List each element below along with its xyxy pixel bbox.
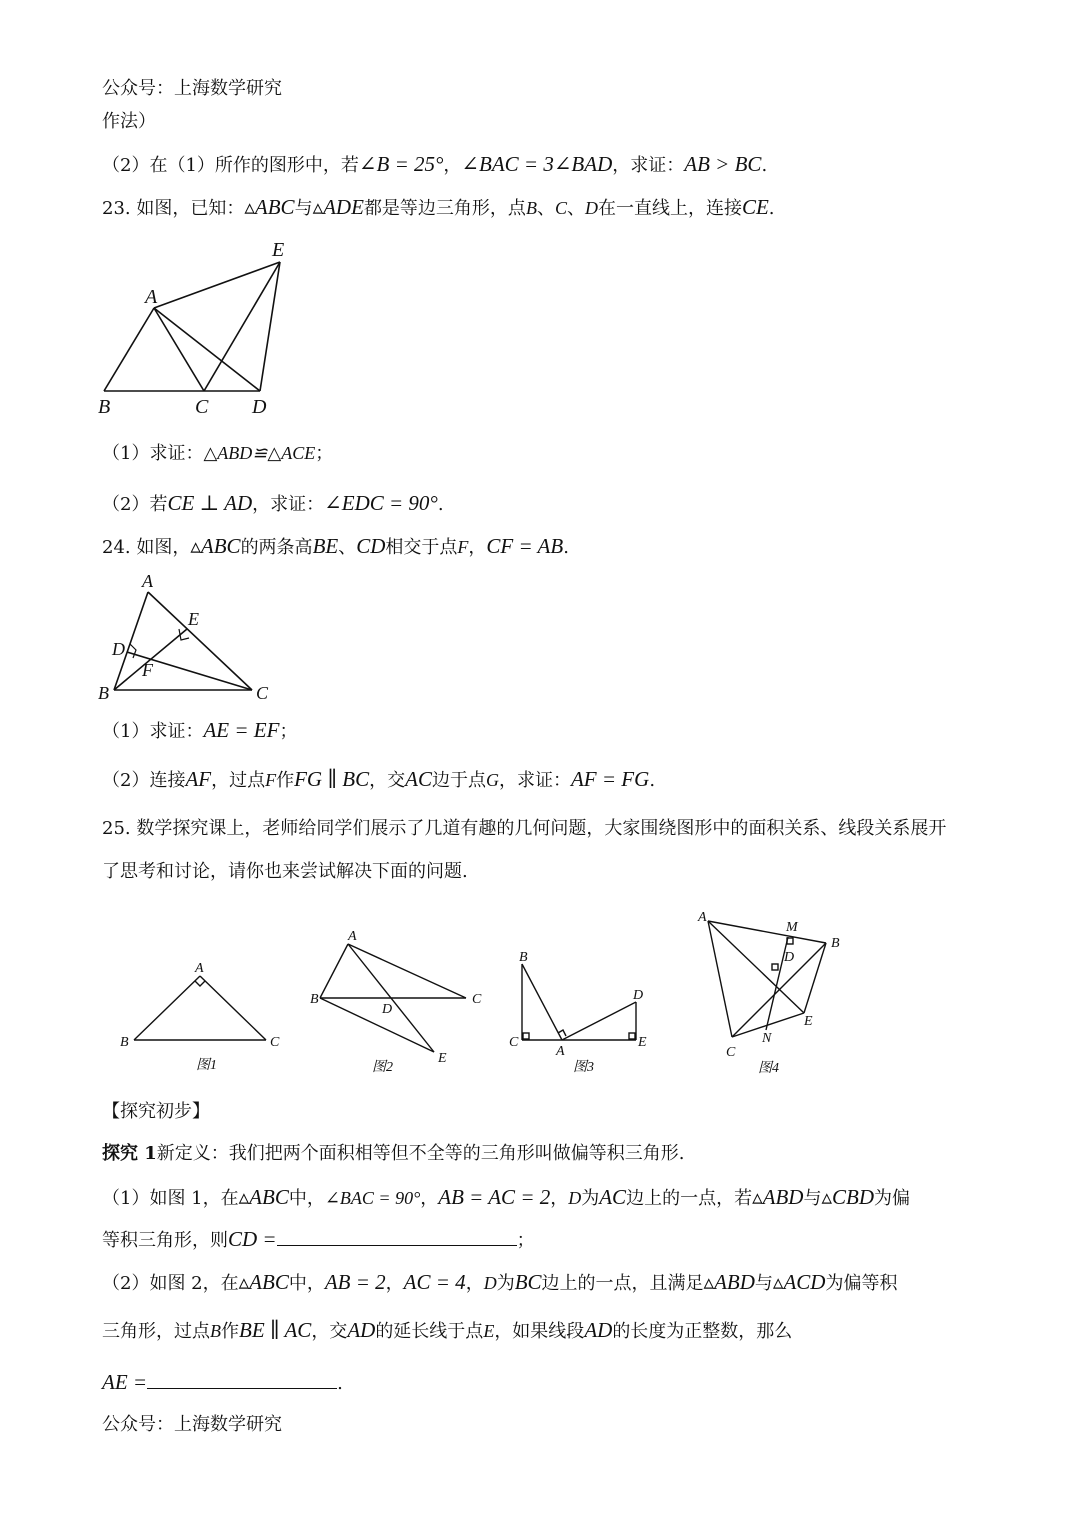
answer-blank[interactable] — [147, 1370, 337, 1389]
text: 、 — [338, 537, 357, 558]
text: 23. 如图，已知： — [102, 198, 245, 219]
caption: 图2 — [372, 1060, 393, 1075]
math: AB > BC — [684, 152, 762, 176]
math: F — [265, 770, 277, 790]
text: （2）如图 2，在 — [102, 1273, 239, 1294]
math: BC — [514, 1270, 542, 1294]
math: AE = — [102, 1370, 148, 1394]
text: 相交于点 — [385, 537, 458, 558]
math: CE — [741, 195, 769, 219]
label-B: B — [98, 683, 109, 703]
label-C: C — [472, 992, 482, 1007]
text: （1）求证： — [102, 721, 204, 742]
label-C: C — [726, 1045, 736, 1060]
text: 为偏等积 — [825, 1273, 898, 1294]
explore1-title: 探究 1 — [102, 1143, 157, 1164]
q24-figure — [90, 568, 290, 708]
segment — [522, 964, 562, 1040]
segment — [204, 262, 280, 391]
math: AF = FG — [570, 767, 650, 791]
label-A: A — [348, 929, 357, 944]
q24-stem — [102, 534, 569, 560]
math: G — [485, 770, 499, 790]
text: ， — [468, 537, 487, 558]
footer-source: 公众号：上海数学研究 — [102, 1414, 282, 1435]
math: C — [554, 198, 567, 218]
right-angle-mark-D — [772, 964, 778, 970]
math: ∠B = 25° — [358, 152, 444, 176]
math: ▵ABC — [244, 195, 295, 219]
text: 等积三角形，则 — [102, 1230, 228, 1251]
q23-part2 — [102, 491, 444, 517]
right-angle-mark — [195, 981, 205, 986]
label-A: A — [145, 286, 158, 308]
label-A: A — [142, 571, 153, 591]
label-E: E — [638, 1035, 647, 1050]
text: 边上的一点，若 — [626, 1188, 753, 1209]
text: ，求证： — [498, 770, 571, 791]
q22-part2 — [102, 152, 767, 178]
text: ，交 — [369, 770, 406, 791]
text: . — [437, 494, 444, 515]
math: F — [457, 537, 469, 557]
text: ； — [516, 1230, 535, 1251]
text: 三角形，过点 — [102, 1321, 210, 1342]
q25-explore1 — [102, 1142, 685, 1166]
math: D — [483, 1273, 497, 1293]
label-B: B — [98, 396, 111, 418]
text: 为 — [496, 1273, 515, 1294]
label-A: A — [556, 1044, 565, 1059]
math: AD — [347, 1318, 376, 1342]
label-D: D — [784, 950, 795, 965]
q24-part2 — [102, 767, 655, 793]
q25-sub1-line1 — [102, 1185, 910, 1211]
text: 、 — [536, 198, 555, 219]
math: AD — [584, 1318, 613, 1342]
q25-sub2-line3 — [102, 1370, 343, 1396]
text: ， — [420, 1188, 439, 1209]
math: ∠BAC = 3∠BAD — [461, 152, 613, 176]
segment — [320, 998, 434, 1052]
label-D: D — [633, 988, 644, 1003]
label-E: E — [272, 239, 285, 261]
q25-figure-4 — [690, 905, 860, 1080]
math: AC — [405, 767, 432, 791]
text: . — [337, 1373, 343, 1394]
q25-section-heading: 【探究初步】 — [102, 1101, 210, 1122]
text: ， — [443, 155, 462, 176]
q23-figure — [90, 232, 310, 422]
text: ，求证： — [612, 155, 685, 176]
q25-figure-1 — [110, 950, 300, 1080]
q25-figure-2 — [300, 920, 500, 1080]
label-B: B — [831, 936, 840, 951]
q23-stem — [102, 195, 775, 221]
segment — [708, 921, 732, 1037]
math: D — [584, 198, 598, 218]
text: 与 — [294, 198, 313, 219]
label-D: D — [382, 1002, 393, 1017]
text: 、 — [566, 198, 585, 219]
label-C: C — [256, 683, 269, 703]
text: 24. 如图， — [102, 537, 191, 558]
math: ▵ABD — [703, 1270, 755, 1294]
text: ； — [315, 443, 334, 464]
text: ， — [550, 1188, 569, 1209]
header-source: 公众号：上海数学研究 — [102, 78, 282, 99]
q25-sub2-line1 — [102, 1270, 897, 1296]
text: ，过点 — [211, 770, 266, 791]
text: ，如果线段 — [494, 1321, 585, 1342]
text: （2）在（1）所作的图形中，若 — [102, 155, 359, 176]
caption: 图4 — [758, 1061, 779, 1076]
text: . — [649, 770, 656, 791]
text: 为偏 — [874, 1188, 910, 1209]
text: . — [768, 198, 775, 219]
text: ，求证： — [252, 494, 325, 515]
segment — [154, 308, 260, 391]
text: （2）连接 — [102, 770, 186, 791]
label-C: C — [270, 1035, 280, 1050]
math: CD — [356, 534, 386, 558]
text: . — [563, 537, 569, 558]
q24-part1 — [102, 718, 297, 744]
caption: 图1 — [196, 1058, 217, 1073]
right-angle-mark-E — [629, 1033, 635, 1039]
text: ， — [385, 1273, 404, 1294]
math: ▵ADE — [312, 195, 364, 219]
math: AC = 4 — [403, 1270, 466, 1294]
text: 在一直线上，连接 — [597, 198, 742, 219]
segment — [562, 1002, 636, 1040]
math: △ABD≌△ACE — [203, 443, 316, 463]
q25-intro-line1: 25. 数学探究课上，老师给同学们展示了几道有趣的几何问题，大家围绕图形中的面积关系、线段关系展开 — [102, 818, 947, 839]
math: BE — [312, 534, 339, 558]
math: B — [210, 1321, 221, 1341]
math: D — [568, 1188, 582, 1208]
q23-part1 — [102, 441, 333, 466]
label-F: F — [142, 660, 153, 680]
segment — [348, 944, 466, 998]
math: AC — [599, 1185, 627, 1209]
math: ▵ABD — [752, 1185, 804, 1209]
right-angle-mark-C — [523, 1033, 529, 1039]
label-E: E — [438, 1051, 447, 1066]
math: E — [483, 1321, 495, 1341]
label-M: M — [786, 920, 798, 935]
label-B: B — [310, 992, 319, 1007]
segment — [104, 308, 154, 391]
math: FG ∥ BC — [294, 767, 370, 791]
right-angle-mark-D — [130, 644, 136, 658]
math: ▵ACD — [772, 1270, 826, 1294]
segment — [260, 262, 280, 391]
math: ▵CBD — [821, 1185, 874, 1209]
label-B: B — [120, 1035, 129, 1050]
text: 为 — [581, 1188, 600, 1209]
math: ▵ABC — [190, 534, 241, 558]
math: CF = AB — [486, 534, 564, 558]
text: 新定义：我们把两个面积相等但不全等的三角形叫做偏等积三角形. — [156, 1143, 685, 1164]
math: ∠BAC = 90° — [324, 1188, 421, 1208]
text: ， — [465, 1273, 484, 1294]
segment — [148, 592, 252, 690]
label-C: C — [195, 396, 209, 418]
math: ▵ABC — [238, 1270, 289, 1294]
q22-tail: 作法） — [102, 111, 156, 132]
text: 中， — [288, 1188, 325, 1209]
math: BE ∥ AC — [239, 1318, 312, 1342]
segment — [154, 308, 204, 391]
text: 中， — [288, 1273, 325, 1294]
text: 与 — [803, 1188, 822, 1209]
q25-sub2-line2 — [102, 1318, 792, 1344]
math: AE = EF — [203, 718, 280, 742]
math: AB = 2 — [324, 1270, 386, 1294]
math: ∠EDC = 90° — [324, 491, 438, 515]
text: 边于点 — [431, 770, 486, 791]
text: 都是等边三角形，点 — [363, 198, 526, 219]
text: （2）若 — [102, 494, 168, 515]
segment — [200, 976, 266, 1040]
math: AF — [185, 767, 212, 791]
text: （1）求证： — [102, 443, 204, 464]
q25-sub1-line2 — [102, 1227, 535, 1253]
text: . — [761, 155, 768, 176]
q25-intro-line2: 了思考和讨论，请你也来尝试解决下面的问题. — [102, 861, 468, 882]
label-B: B — [519, 950, 528, 965]
answer-blank[interactable] — [277, 1227, 517, 1246]
segment — [708, 921, 826, 943]
text: 作 — [276, 770, 295, 791]
text: 的延长线于点 — [375, 1321, 484, 1342]
segment — [134, 976, 200, 1040]
label-A: A — [698, 910, 707, 925]
text: ，交 — [311, 1321, 348, 1342]
math: B — [525, 198, 537, 218]
math: CD = — [228, 1227, 277, 1251]
label-D: D — [252, 396, 267, 418]
label-E: E — [188, 609, 199, 629]
segment — [320, 944, 348, 998]
label-D: D — [112, 639, 125, 659]
text: 的两条高 — [240, 537, 313, 558]
segment — [154, 262, 280, 308]
label-C: C — [509, 1035, 519, 1050]
label-N: N — [762, 1031, 772, 1046]
text: 边上的一点，且满足 — [541, 1273, 704, 1294]
text: 作 — [221, 1321, 239, 1342]
q25-figure-3 — [500, 940, 670, 1080]
math: AB = AC = 2 — [438, 1185, 551, 1209]
math: ▵ABC — [238, 1185, 289, 1209]
text: 与 — [754, 1273, 773, 1294]
label-A: A — [195, 961, 204, 976]
text: ； — [279, 721, 298, 742]
math: CE ⊥ AD — [167, 491, 253, 515]
label-E: E — [804, 1014, 813, 1029]
text: （1）如图 1，在 — [102, 1188, 239, 1209]
caption: 图3 — [573, 1060, 594, 1075]
text: 的长度为正整数，那么 — [612, 1321, 793, 1342]
